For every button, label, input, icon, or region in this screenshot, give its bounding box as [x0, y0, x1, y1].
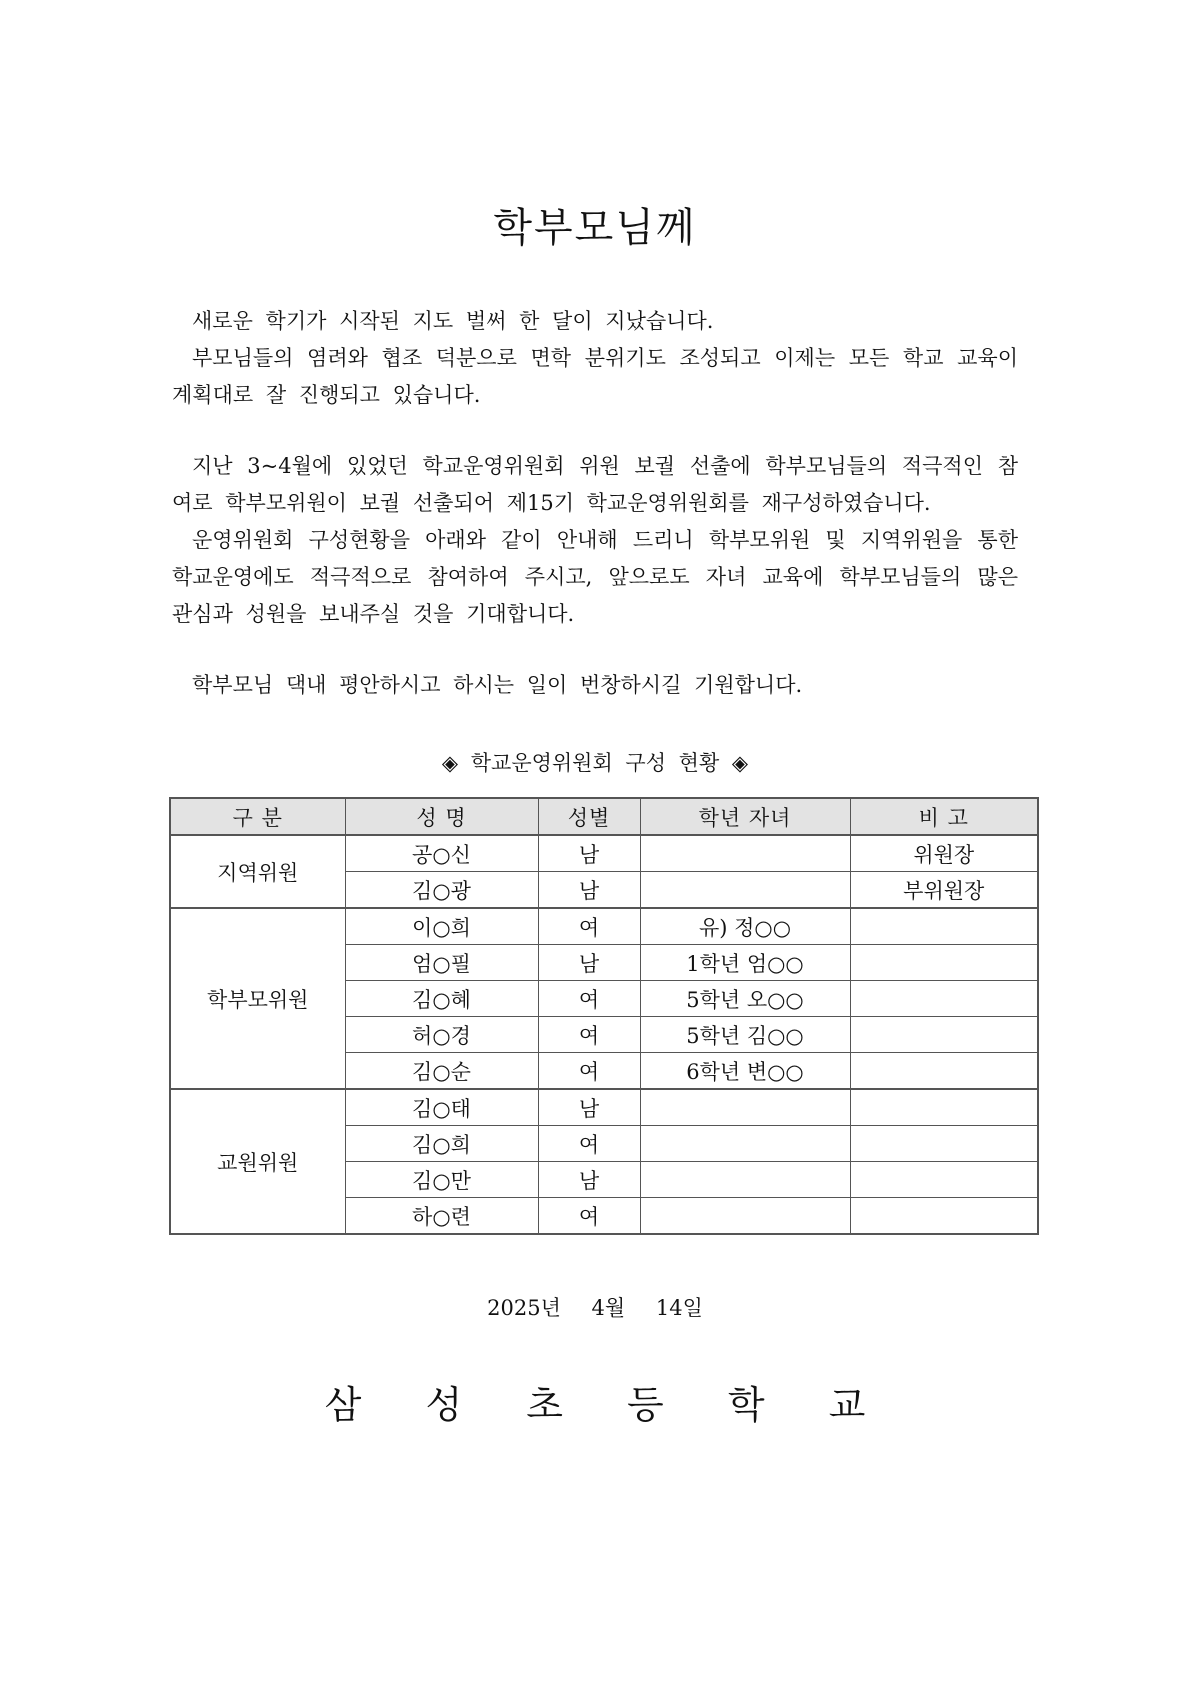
issue-date: 2025년 4월 14일	[487, 1296, 703, 1320]
paragraph: 새로운 학기가 시작된 지도 벌써 한 달이 지났습니다.	[192, 309, 714, 333]
column-header: 성 명	[345, 798, 538, 835]
letter-body	[172, 303, 1018, 704]
column-header: 학년 자녀	[640, 798, 850, 835]
note-cell	[850, 908, 1038, 945]
column-header: 구 분	[170, 798, 345, 835]
child-cell: 6학년 변○○	[640, 1053, 850, 1090]
note-cell	[850, 1162, 1038, 1198]
name-cell: 김○희	[345, 1126, 538, 1162]
committee-table	[169, 797, 1039, 1235]
name-cell: 하○련	[345, 1198, 538, 1235]
gender-cell: 여	[538, 1017, 640, 1053]
table-row	[170, 908, 1038, 945]
table-row	[170, 835, 1038, 872]
gender-cell: 여	[538, 981, 640, 1017]
gender-cell: 남	[538, 1089, 640, 1126]
note-cell	[850, 1017, 1038, 1053]
name-cell: 김○만	[345, 1162, 538, 1198]
name-cell: 허○경	[345, 1017, 538, 1053]
category-cell: 지역위원	[170, 835, 345, 908]
note-cell	[850, 1198, 1038, 1235]
name-cell: 공○신	[345, 835, 538, 872]
note-cell	[850, 1126, 1038, 1162]
note-cell	[850, 981, 1038, 1017]
column-header: 비 고	[850, 798, 1038, 835]
school-name: 삼 성 초 등 학 교	[324, 1383, 892, 1427]
child-cell	[640, 1126, 850, 1162]
child-cell	[640, 1162, 850, 1198]
table-row	[170, 1089, 1038, 1126]
name-cell: 김○순	[345, 1053, 538, 1090]
child-cell: 유) 정○○	[640, 908, 850, 945]
name-cell: 이○희	[345, 908, 538, 945]
category-cell: 학부모위원	[170, 908, 345, 1089]
gender-cell: 남	[538, 945, 640, 981]
gender-cell: 여	[538, 908, 640, 945]
group-parent-members	[170, 908, 1038, 1089]
name-cell: 김○혜	[345, 981, 538, 1017]
note-cell	[850, 945, 1038, 981]
note-cell: 위원장	[850, 835, 1038, 872]
paragraph: 학부모님 댁내 평안하시고 하시는 일이 번창하시길 기원합니다.	[192, 673, 803, 697]
child-cell: 5학년 김○○	[640, 1017, 850, 1053]
child-cell	[640, 835, 850, 872]
child-cell	[640, 1089, 850, 1126]
child-cell: 5학년 오○○	[640, 981, 850, 1017]
child-cell: 1학년 엄○○	[640, 945, 850, 981]
group-teacher-members	[170, 1089, 1038, 1234]
group-local-members	[170, 835, 1038, 908]
name-cell: 김○태	[345, 1089, 538, 1126]
gender-cell: 여	[538, 1198, 640, 1235]
note-cell: 부위원장	[850, 872, 1038, 909]
child-cell	[640, 1198, 850, 1235]
column-header: 성별	[538, 798, 640, 835]
paragraph: 부모님들의 염려와 협조 덕분으로 면학 분위기도 조성되고 이제는 모든 학교 교육이 계획대로 잘 진행되고 있습니다.	[172, 346, 1018, 407]
gender-cell: 남	[538, 1162, 640, 1198]
table-header-row	[170, 798, 1038, 835]
paragraph: 운영위원회 구성현황을 아래와 같이 안내해 드리니 학부모위원 및 지역위원을 통한 학교운영에도 적극적으로 참여하여 주시고, 앞으로도 자녀 교육에 학부모님들의 많은 관심과 성원을 보내주실 것을 기대합니다.	[172, 528, 1018, 626]
page-title: 학부모님께	[493, 205, 697, 251]
gender-cell: 여	[538, 1126, 640, 1162]
child-cell	[640, 872, 850, 909]
note-cell	[850, 1053, 1038, 1090]
table-title: ◈ 학교운영위원회 구성 현황 ◈	[441, 751, 749, 775]
category-cell: 교원위원	[170, 1089, 345, 1234]
name-cell: 김○광	[345, 872, 538, 909]
gender-cell: 남	[538, 835, 640, 872]
note-cell	[850, 1089, 1038, 1126]
paragraph: 지난 3~4월에 있었던 학교운영위원회 위원 보궐 선출에 학부모님들의 적극적인 참여로 학부모위원이 보궐 선출되어 제15기 학교운영위원회를 재구성하였습니다.	[172, 454, 1018, 515]
gender-cell: 남	[538, 872, 640, 909]
name-cell: 엄○필	[345, 945, 538, 981]
gender-cell: 여	[538, 1053, 640, 1090]
